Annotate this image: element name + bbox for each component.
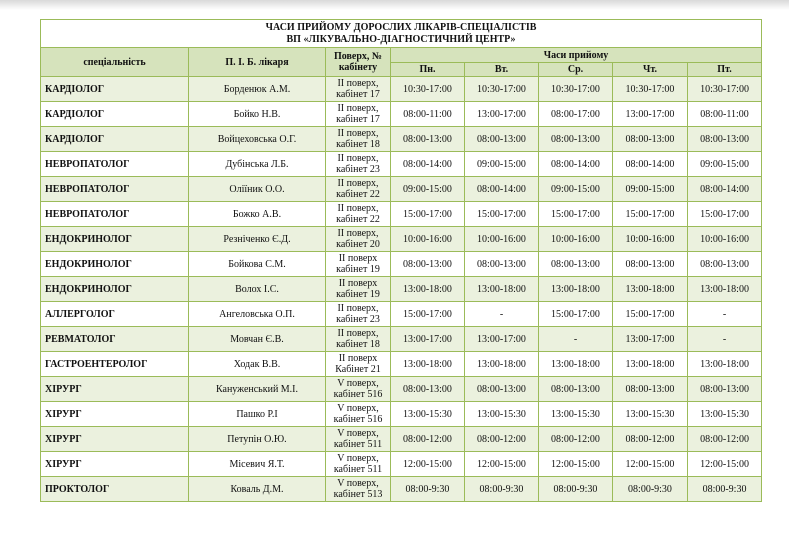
specialty-cell: ЕНДОКРИНОЛОГ	[41, 252, 189, 277]
room-number: кабінет 513	[333, 489, 383, 500]
specialty-cell: АЛЛЕРГОЛОГ	[41, 302, 189, 327]
room-number: кабінет 22	[336, 214, 380, 225]
doctor-name-cell: Мовчан Є.В.	[189, 327, 326, 352]
room-cell	[326, 477, 391, 502]
time-cell-fri: 12:00-15:00	[688, 452, 762, 477]
room-cell	[326, 452, 391, 477]
doctor-name-cell: Місевич Я.Т.	[189, 452, 326, 477]
header-day-tue: Вт.	[465, 63, 539, 77]
room-floor: ІІ поверх,	[337, 178, 379, 189]
room-number: кабінет 511	[333, 464, 383, 475]
time-cell-fri: 10:00-16:00	[688, 227, 762, 252]
specialty-cell: ХІРУРГ	[41, 427, 189, 452]
doctor-name-cell: Коваль Д.М.	[189, 477, 326, 502]
time-cell-wed: 09:00-15:00	[539, 177, 613, 202]
time-cell-wed: 13:00-18:00	[539, 352, 613, 377]
table-row	[41, 152, 762, 177]
time-cell-tue: -	[465, 302, 539, 327]
doctor-name-cell: Ходак В.В.	[189, 352, 326, 377]
time-cell-thu: 12:00-15:00	[613, 452, 688, 477]
title-line-1: ЧАСИ ПРИЙОМУ ДОРОСЛИХ ЛІКАРІВ-СПЕЦІАЛІСТІВ	[265, 21, 537, 33]
specialty-cell: КАРДІОЛОГ	[41, 102, 189, 127]
time-cell-wed: 13:00-18:00	[539, 277, 613, 302]
room-number: кабінет 19	[336, 289, 380, 300]
room-cell	[326, 102, 391, 127]
schedule-table	[40, 19, 762, 502]
time-cell-mon: 10:30-17:00	[391, 77, 465, 102]
room-number: кабінет 18	[336, 339, 380, 350]
time-cell-tue: 08:00-13:00	[465, 127, 539, 152]
time-cell-tue: 13:00-17:00	[465, 327, 539, 352]
time-cell-mon: 13:00-18:00	[391, 277, 465, 302]
room-cell	[326, 127, 391, 152]
time-cell-fri: 13:00-18:00	[688, 352, 762, 377]
header-day-mon: Пн.	[391, 63, 465, 77]
time-cell-wed: 13:00-15:30	[539, 402, 613, 427]
header-day-thu: Чт.	[613, 63, 688, 77]
doctor-name-cell: Кануженський М.І.	[189, 377, 326, 402]
time-cell-fri: 08:00-14:00	[688, 177, 762, 202]
table-row	[41, 202, 762, 227]
time-cell-fri: 08:00-13:00	[688, 252, 762, 277]
time-cell-wed: 08:00-17:00	[539, 102, 613, 127]
room-floor: ІІ поверх,	[337, 128, 379, 139]
specialty-cell: КАРДІОЛОГ	[41, 77, 189, 102]
doctor-name-cell: Оліїник О.О.	[189, 177, 326, 202]
table-row	[41, 352, 762, 377]
table-row	[41, 177, 762, 202]
room-floor: V поверх,	[337, 478, 379, 489]
doctor-name-cell: Резніченко Є.Д.	[189, 227, 326, 252]
time-cell-thu: 10:30-17:00	[613, 77, 688, 102]
time-cell-mon: 12:00-15:00	[391, 452, 465, 477]
time-cell-wed: 10:30-17:00	[539, 77, 613, 102]
room-cell	[326, 352, 391, 377]
time-cell-thu: 09:00-15:00	[613, 177, 688, 202]
time-cell-tue: 13:00-17:00	[465, 102, 539, 127]
table-row	[41, 327, 762, 352]
room-number: кабінет 516	[333, 389, 383, 400]
room-cell	[326, 402, 391, 427]
table-row	[41, 402, 762, 427]
table-row	[41, 227, 762, 252]
time-cell-mon: 13:00-17:00	[391, 327, 465, 352]
room-floor: ІІ поверх,	[337, 303, 379, 314]
time-cell-thu: 08:00-13:00	[613, 252, 688, 277]
room-number: кабінет 19	[336, 264, 380, 275]
time-cell-tue: 08:00-12:00	[465, 427, 539, 452]
specialty-cell: КАРДІОЛОГ	[41, 127, 189, 152]
top-shadow	[0, 0, 789, 10]
time-cell-wed: 08:00-12:00	[539, 427, 613, 452]
specialty-cell: НЕВРОПАТОЛОГ	[41, 152, 189, 177]
table-row	[41, 127, 762, 152]
time-cell-tue: 08:00-13:00	[465, 377, 539, 402]
time-cell-thu: 08:00-12:00	[613, 427, 688, 452]
room-floor: V поверх,	[337, 428, 379, 439]
title-line-2: ВП «ЛІКУВАЛЬНО-ДІАГНОСТИЧНИЙ ЦЕНТР»	[286, 33, 516, 45]
room-cell	[326, 177, 391, 202]
time-cell-thu: 13:00-18:00	[613, 277, 688, 302]
doctor-name-cell: Войцеховська О.Г.	[189, 127, 326, 152]
room-floor: ІІ поверх	[338, 253, 378, 264]
time-cell-mon: 10:00-16:00	[391, 227, 465, 252]
time-cell-thu: 13:00-17:00	[613, 327, 688, 352]
specialty-cell: РЕВМАТОЛОГ	[41, 327, 189, 352]
time-cell-thu: 08:00-13:00	[613, 127, 688, 152]
room-cell	[326, 302, 391, 327]
time-cell-tue: 08:00-13:00	[465, 252, 539, 277]
room-number: кабінет 20	[336, 239, 380, 250]
time-cell-mon: 13:00-15:30	[391, 402, 465, 427]
specialty-cell: ХІРУРГ	[41, 452, 189, 477]
time-cell-wed: 08:00-13:00	[539, 252, 613, 277]
time-cell-fri: -	[688, 302, 762, 327]
time-cell-tue: 13:00-18:00	[465, 277, 539, 302]
time-cell-thu: 08:00-9:30	[613, 477, 688, 502]
room-number: Кабінет 21	[335, 364, 381, 375]
header-room	[326, 48, 391, 77]
time-cell-fri: 09:00-15:00	[688, 152, 762, 177]
time-cell-tue: 10:30-17:00	[465, 77, 539, 102]
time-cell-tue: 13:00-15:30	[465, 402, 539, 427]
time-cell-fri: 13:00-15:30	[688, 402, 762, 427]
header-doctor: П. І. Б. лікаря	[189, 48, 326, 77]
room-number: кабінет 22	[336, 189, 380, 200]
time-cell-wed: -	[539, 327, 613, 352]
time-cell-mon: 08:00-12:00	[391, 427, 465, 452]
time-cell-tue: 13:00-18:00	[465, 352, 539, 377]
room-number: кабінет 516	[333, 414, 383, 425]
room-floor: V поверх,	[337, 403, 379, 414]
header-specialty: спеціальність	[41, 48, 189, 77]
room-floor: ІІ поверх,	[337, 203, 379, 214]
time-cell-thu: 08:00-13:00	[613, 377, 688, 402]
table-row	[41, 477, 762, 502]
doctor-name-cell: Пашко Р.І	[189, 402, 326, 427]
time-cell-wed: 08:00-13:00	[539, 127, 613, 152]
room-floor: V поверх,	[337, 378, 379, 389]
doctor-name-cell: Божко А.В.	[189, 202, 326, 227]
time-cell-fri: 08:00-9:30	[688, 477, 762, 502]
room-number: кабінет 17	[336, 89, 380, 100]
doctor-name-cell: Борденюк А.М.	[189, 77, 326, 102]
time-cell-wed: 08:00-9:30	[539, 477, 613, 502]
specialty-cell: НЕВРОПАТОЛОГ	[41, 202, 189, 227]
room-cell	[326, 152, 391, 177]
header-day-fri: Пт.	[688, 63, 762, 77]
doctor-name-cell: Бойко Н.В.	[189, 102, 326, 127]
time-cell-tue: 09:00-15:00	[465, 152, 539, 177]
time-cell-fri: -	[688, 327, 762, 352]
table-row	[41, 452, 762, 477]
room-floor: ІІ поверх,	[337, 228, 379, 239]
room-cell	[326, 327, 391, 352]
header-day-wed: Ср.	[539, 63, 613, 77]
time-cell-fri: 08:00-11:00	[688, 102, 762, 127]
time-cell-wed: 10:00-16:00	[539, 227, 613, 252]
time-cell-wed: 08:00-13:00	[539, 377, 613, 402]
room-floor: ІІ поверх	[338, 353, 378, 364]
room-number: кабінет 511	[333, 439, 383, 450]
doctor-name-cell: Петупін О.Ю.	[189, 427, 326, 452]
room-number: кабінет 23	[336, 314, 380, 325]
specialty-cell: ПРОКТОЛОГ	[41, 477, 189, 502]
specialty-cell: ЕНДОКРИНОЛОГ	[41, 277, 189, 302]
time-cell-tue: 10:00-16:00	[465, 227, 539, 252]
time-cell-fri: 10:30-17:00	[688, 77, 762, 102]
room-floor: ІІ поверх,	[337, 153, 379, 164]
time-cell-mon: 15:00-17:00	[391, 202, 465, 227]
room-number: кабінет 17	[336, 114, 380, 125]
room-cell	[326, 377, 391, 402]
time-cell-wed: 15:00-17:00	[539, 302, 613, 327]
time-cell-thu: 08:00-14:00	[613, 152, 688, 177]
header-hours: Часи прийому	[391, 48, 762, 63]
time-cell-thu: 15:00-17:00	[613, 202, 688, 227]
schedule-body	[41, 77, 762, 502]
time-cell-thu: 13:00-18:00	[613, 352, 688, 377]
room-number: кабінет 18	[336, 139, 380, 150]
time-cell-thu: 15:00-17:00	[613, 302, 688, 327]
time-cell-tue: 08:00-9:30	[465, 477, 539, 502]
table-row	[41, 302, 762, 327]
room-floor: ІІ поверх,	[337, 328, 379, 339]
time-cell-fri: 15:00-17:00	[688, 202, 762, 227]
room-cell	[326, 277, 391, 302]
time-cell-fri: 08:00-12:00	[688, 427, 762, 452]
specialty-cell: ЕНДОКРИНОЛОГ	[41, 227, 189, 252]
doctor-name-cell: Бойкова С.М.	[189, 252, 326, 277]
time-cell-wed: 15:00-17:00	[539, 202, 613, 227]
table-row	[41, 427, 762, 452]
room-floor: ІІ поверх,	[337, 78, 379, 89]
time-cell-thu: 13:00-17:00	[613, 102, 688, 127]
time-cell-wed: 08:00-14:00	[539, 152, 613, 177]
time-cell-mon: 15:00-17:00	[391, 302, 465, 327]
table-row	[41, 77, 762, 102]
room-cell	[326, 252, 391, 277]
room-cell	[326, 202, 391, 227]
header-room-line-1: Поверх, №	[334, 51, 382, 62]
room-cell	[326, 227, 391, 252]
table-row	[41, 377, 762, 402]
room-floor: ІІ поверх	[338, 278, 378, 289]
time-cell-fri: 13:00-18:00	[688, 277, 762, 302]
specialty-cell: НЕВРОПАТОЛОГ	[41, 177, 189, 202]
doctor-name-cell: Ангеловська О.П.	[189, 302, 326, 327]
time-cell-mon: 09:00-15:00	[391, 177, 465, 202]
time-cell-tue: 15:00-17:00	[465, 202, 539, 227]
time-cell-mon: 13:00-18:00	[391, 352, 465, 377]
room-number: кабінет 23	[336, 164, 380, 175]
specialty-cell: ХІРУРГ	[41, 377, 189, 402]
time-cell-thu: 10:00-16:00	[613, 227, 688, 252]
time-cell-tue: 12:00-15:00	[465, 452, 539, 477]
table-row	[41, 252, 762, 277]
table-title	[41, 20, 762, 48]
time-cell-mon: 08:00-13:00	[391, 252, 465, 277]
time-cell-mon: 08:00-13:00	[391, 377, 465, 402]
time-cell-mon: 08:00-13:00	[391, 127, 465, 152]
time-cell-mon: 08:00-14:00	[391, 152, 465, 177]
doctor-name-cell: Дубінська Л.Б.	[189, 152, 326, 177]
room-floor: V поверх,	[337, 453, 379, 464]
room-cell	[326, 77, 391, 102]
table-row	[41, 277, 762, 302]
time-cell-fri: 08:00-13:00	[688, 127, 762, 152]
time-cell-mon: 08:00-9:30	[391, 477, 465, 502]
room-cell	[326, 427, 391, 452]
room-floor: ІІ поверх,	[337, 103, 379, 114]
specialty-cell: ХІРУРГ	[41, 402, 189, 427]
time-cell-tue: 08:00-14:00	[465, 177, 539, 202]
time-cell-wed: 12:00-15:00	[539, 452, 613, 477]
header-room-line-2: кабінету	[338, 62, 378, 73]
doctor-name-cell: Волох І.С.	[189, 277, 326, 302]
time-cell-mon: 08:00-11:00	[391, 102, 465, 127]
time-cell-thu: 13:00-15:30	[613, 402, 688, 427]
specialty-cell: ГАСТРОЕНТЕРОЛОГ	[41, 352, 189, 377]
time-cell-fri: 08:00-13:00	[688, 377, 762, 402]
table-row	[41, 102, 762, 127]
